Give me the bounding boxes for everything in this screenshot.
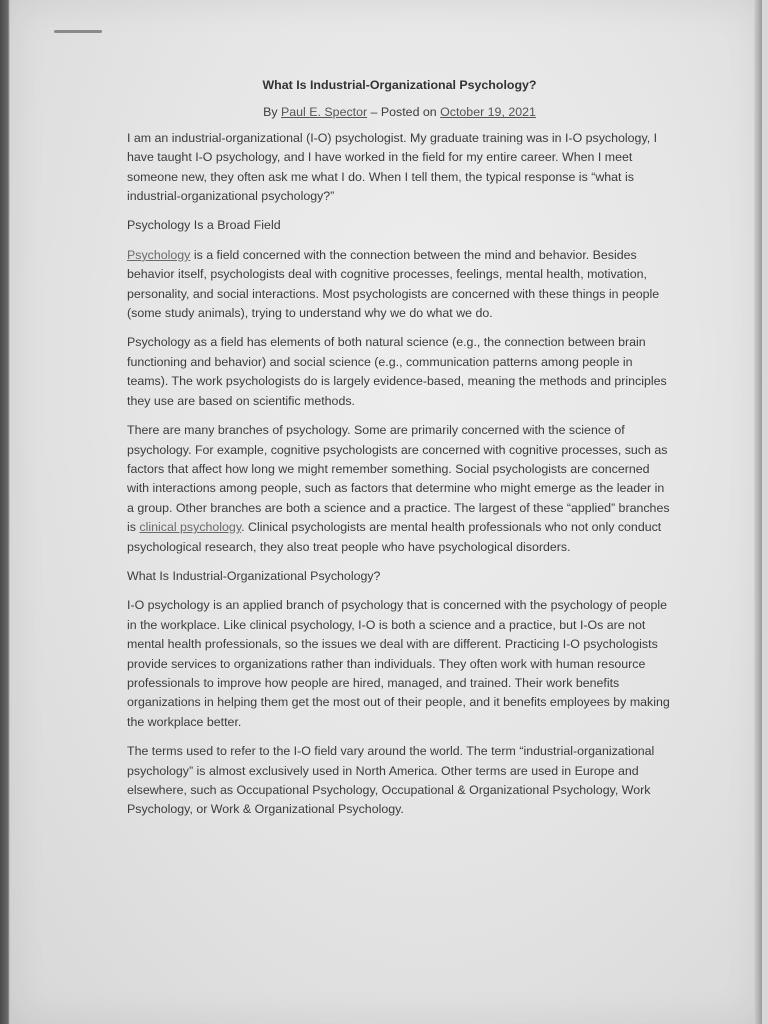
date-link[interactable]: October 19, 2021 xyxy=(440,105,536,120)
article-body xyxy=(127,76,672,830)
pen-mark xyxy=(54,30,102,33)
author-link[interactable]: Paul E. Spector xyxy=(281,105,368,120)
paragraph-text: is a field concerned with the connection between the mind and behavior. Besides behavior itself, psychologists deal with cognitive processes, feelings, mental health, motivation, personality, and social interactions. Most psychologists are concerned with these things in people (some study animals), trying to understand why we do what we do. xyxy=(127,247,660,321)
paragraph-intro: I am an industrial-organizational (I-O) psychologist. My graduate training was in I-O psychology, I have taught I-O psychology, and I have worked in the field for my entire career. When I meet someone new, they often ask me what I do. When I tell them, the typical response is “what is industrial-organizational psychology?” xyxy=(127,130,658,204)
paragraph-branches xyxy=(127,421,672,557)
section-heading-broad-field: Psychology Is a Broad Field xyxy=(127,218,281,233)
section-heading-io-psychology: What Is Industrial-Organizational Psychology? xyxy=(127,568,381,583)
byline-prefix: By xyxy=(263,105,282,120)
byline-separator: – Posted on xyxy=(367,105,441,120)
paragraph-text: . Clinical psychologists are mental health professionals who not only conduct psychological research, they also treat people who have psychological disorders. xyxy=(127,520,662,554)
paper-edge xyxy=(754,0,762,1024)
byline xyxy=(127,103,672,122)
paragraph-natural-social-science: Psychology as a field has elements of both natural science (e.g., the connection between brain functioning and behavior) and social science (e.g., communication patterns among people in teams). The work psychologists do is largely evidence-based, meaning the methods and principles they use are based on scientific methods. xyxy=(127,335,667,408)
psychology-link[interactable]: Psychology xyxy=(127,247,191,262)
article-title: What Is Industrial-Organizational Psychology? xyxy=(262,78,537,92)
paragraph-psychology-definition xyxy=(127,246,672,324)
paragraph-text: There are many branches of psychology. Some are primarily concerned with the science of psychology. For example, cognitive psychologists are concerned with cognitive processes, such as factors that affect how long we might remember something. Social psychologists are concerned with interactions among people, such as factors that determine who might emerge as the leader in a group. Other branches are both a science and a practice. The largest of these “applied” branches is xyxy=(127,423,670,535)
paragraph-terms: The terms used to refer to the I-O field vary around the world. The term “industrial-organizational psychology” is almost exclusively used in North America. Other terms are used in Europe and elsewhere, such as Occupational Psychology, Occupational & Organizational Psychology, Work Psychology, or Work & Organizational Psychology. xyxy=(127,744,655,817)
clinical-psychology-link[interactable]: clinical psychology xyxy=(139,520,242,535)
paragraph-io-definition: I-O psychology is an applied branch of psychology that is concerned with the psychology of people in the workplace. Like clinical psychology, I-O is both a science and a practice, but I-Os are not mental health professionals, so the issues we deal with are different. Practicing I-O psychologists provide services to organizations rather than individuals. They often work with human resource professionals to improve how people are hired, managed, and trained. Their work benefits organizations in helping them get the most out of their people, and it benefits employees by making the workplace better. xyxy=(127,598,670,729)
paper-sheet xyxy=(10,0,762,1024)
